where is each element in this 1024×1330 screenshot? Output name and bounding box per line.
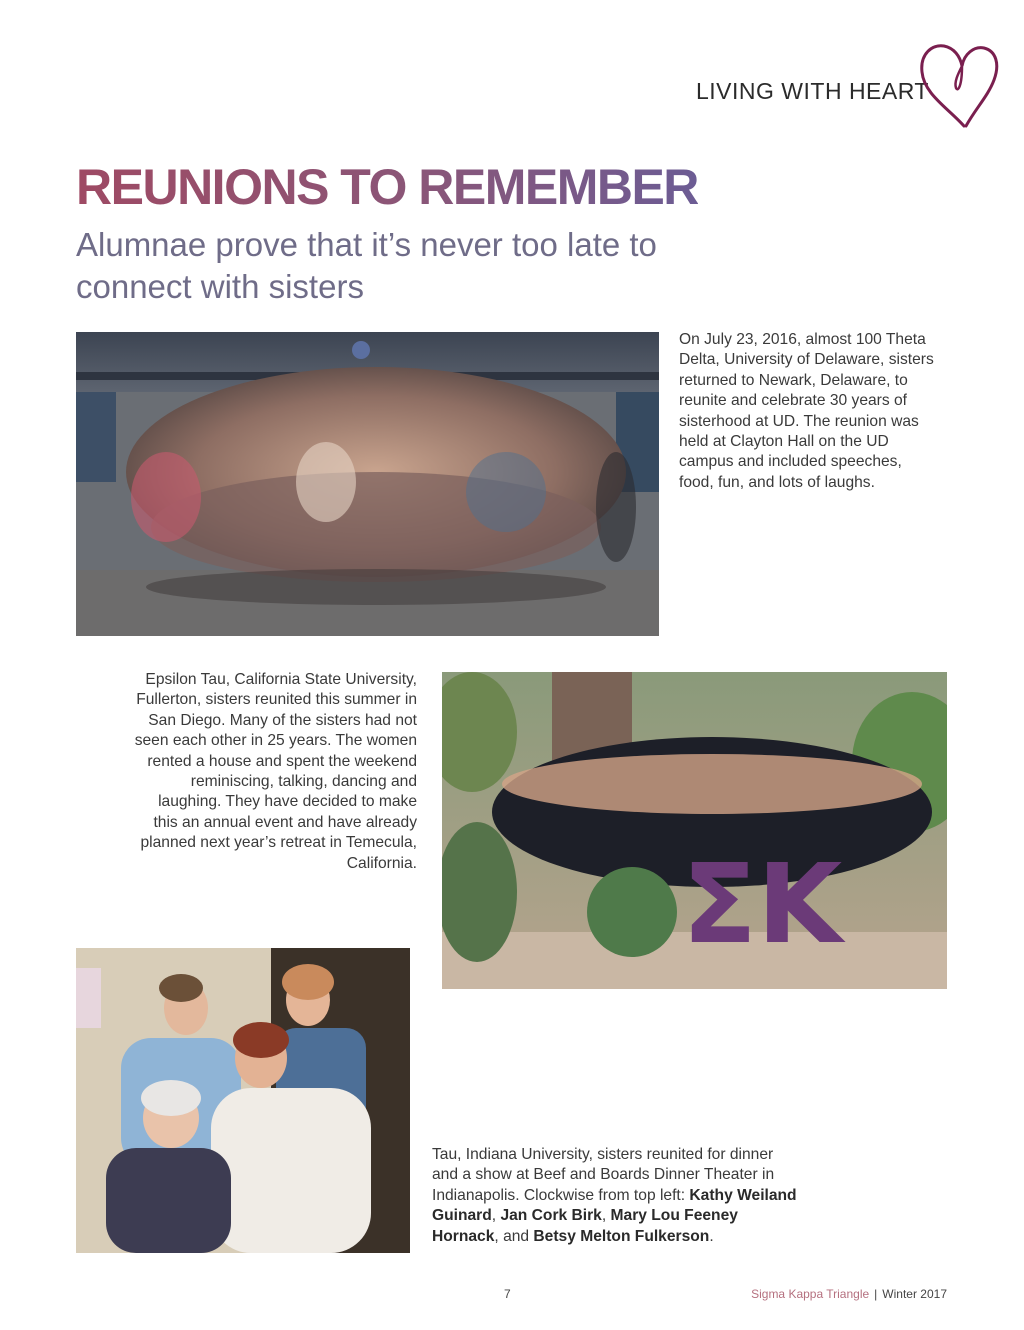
outdoor-group-photo <box>442 672 947 989</box>
tau-caption <box>432 1145 802 1247</box>
epsilon-tau-caption: Epsilon Tau, California State University, Fullerton, sisters reunited this summer in San Diego. Many of the sisters had not seen each other in 25 years. The women rented a house and spent the weekend reminiscing, talking, dancing and laughing. They have decided to make this an annual event and have already planned next year’s retreat in Temecula, California. <box>134 671 417 872</box>
footer-publication <box>751 1287 947 1301</box>
four-women-photo <box>76 948 410 1253</box>
name-jan: Jan Cork Birk <box>500 1207 602 1225</box>
name-betsy: Betsy Melton Fulkerson <box>533 1227 710 1245</box>
article-subtitle: Alumnae prove that it’s never too late to connect with sisters <box>76 226 657 305</box>
publication-name: Sigma Kappa Triangle <box>751 1287 870 1301</box>
name-kathy: Kathy Weiland Guinard <box>432 1186 797 1225</box>
section-label: LIVING WITH HEART <box>696 78 929 104</box>
footer-separator: | <box>874 1287 878 1301</box>
name-separator: , <box>601 1207 611 1225</box>
issue-date: Winter 2017 <box>882 1287 947 1301</box>
name-separator: , and <box>494 1227 534 1245</box>
article-title: REUNIONS TO REMEMBER <box>76 159 698 215</box>
heart-icon <box>918 42 1000 130</box>
name-separator: , <box>491 1207 501 1225</box>
name-mary-lou: Mary Lou Feeney Hornack <box>432 1207 738 1245</box>
caption-end: . <box>709 1227 714 1245</box>
tau-caption-intro: Tau, Indiana University, sisters reunited for dinner and a show at Beef and Boards Dinner Theater in Indianapolis. Clockwise from top left: <box>432 1146 775 1204</box>
page-number: 7 <box>504 1287 511 1301</box>
sigma-kappa-letters: ΣK <box>681 840 843 968</box>
theta-delta-caption: On July 23, 2016, almost 100 Theta Delta, University of Delaware, sisters returned to Newark, Delaware, to reunite and celebrate 30 years of sisterhood at UD. The reunion was held at Clayton Hall on the UD campus and included speeches, food, fun, and lots of laughs. <box>679 331 934 491</box>
large-group-photo <box>76 332 659 636</box>
